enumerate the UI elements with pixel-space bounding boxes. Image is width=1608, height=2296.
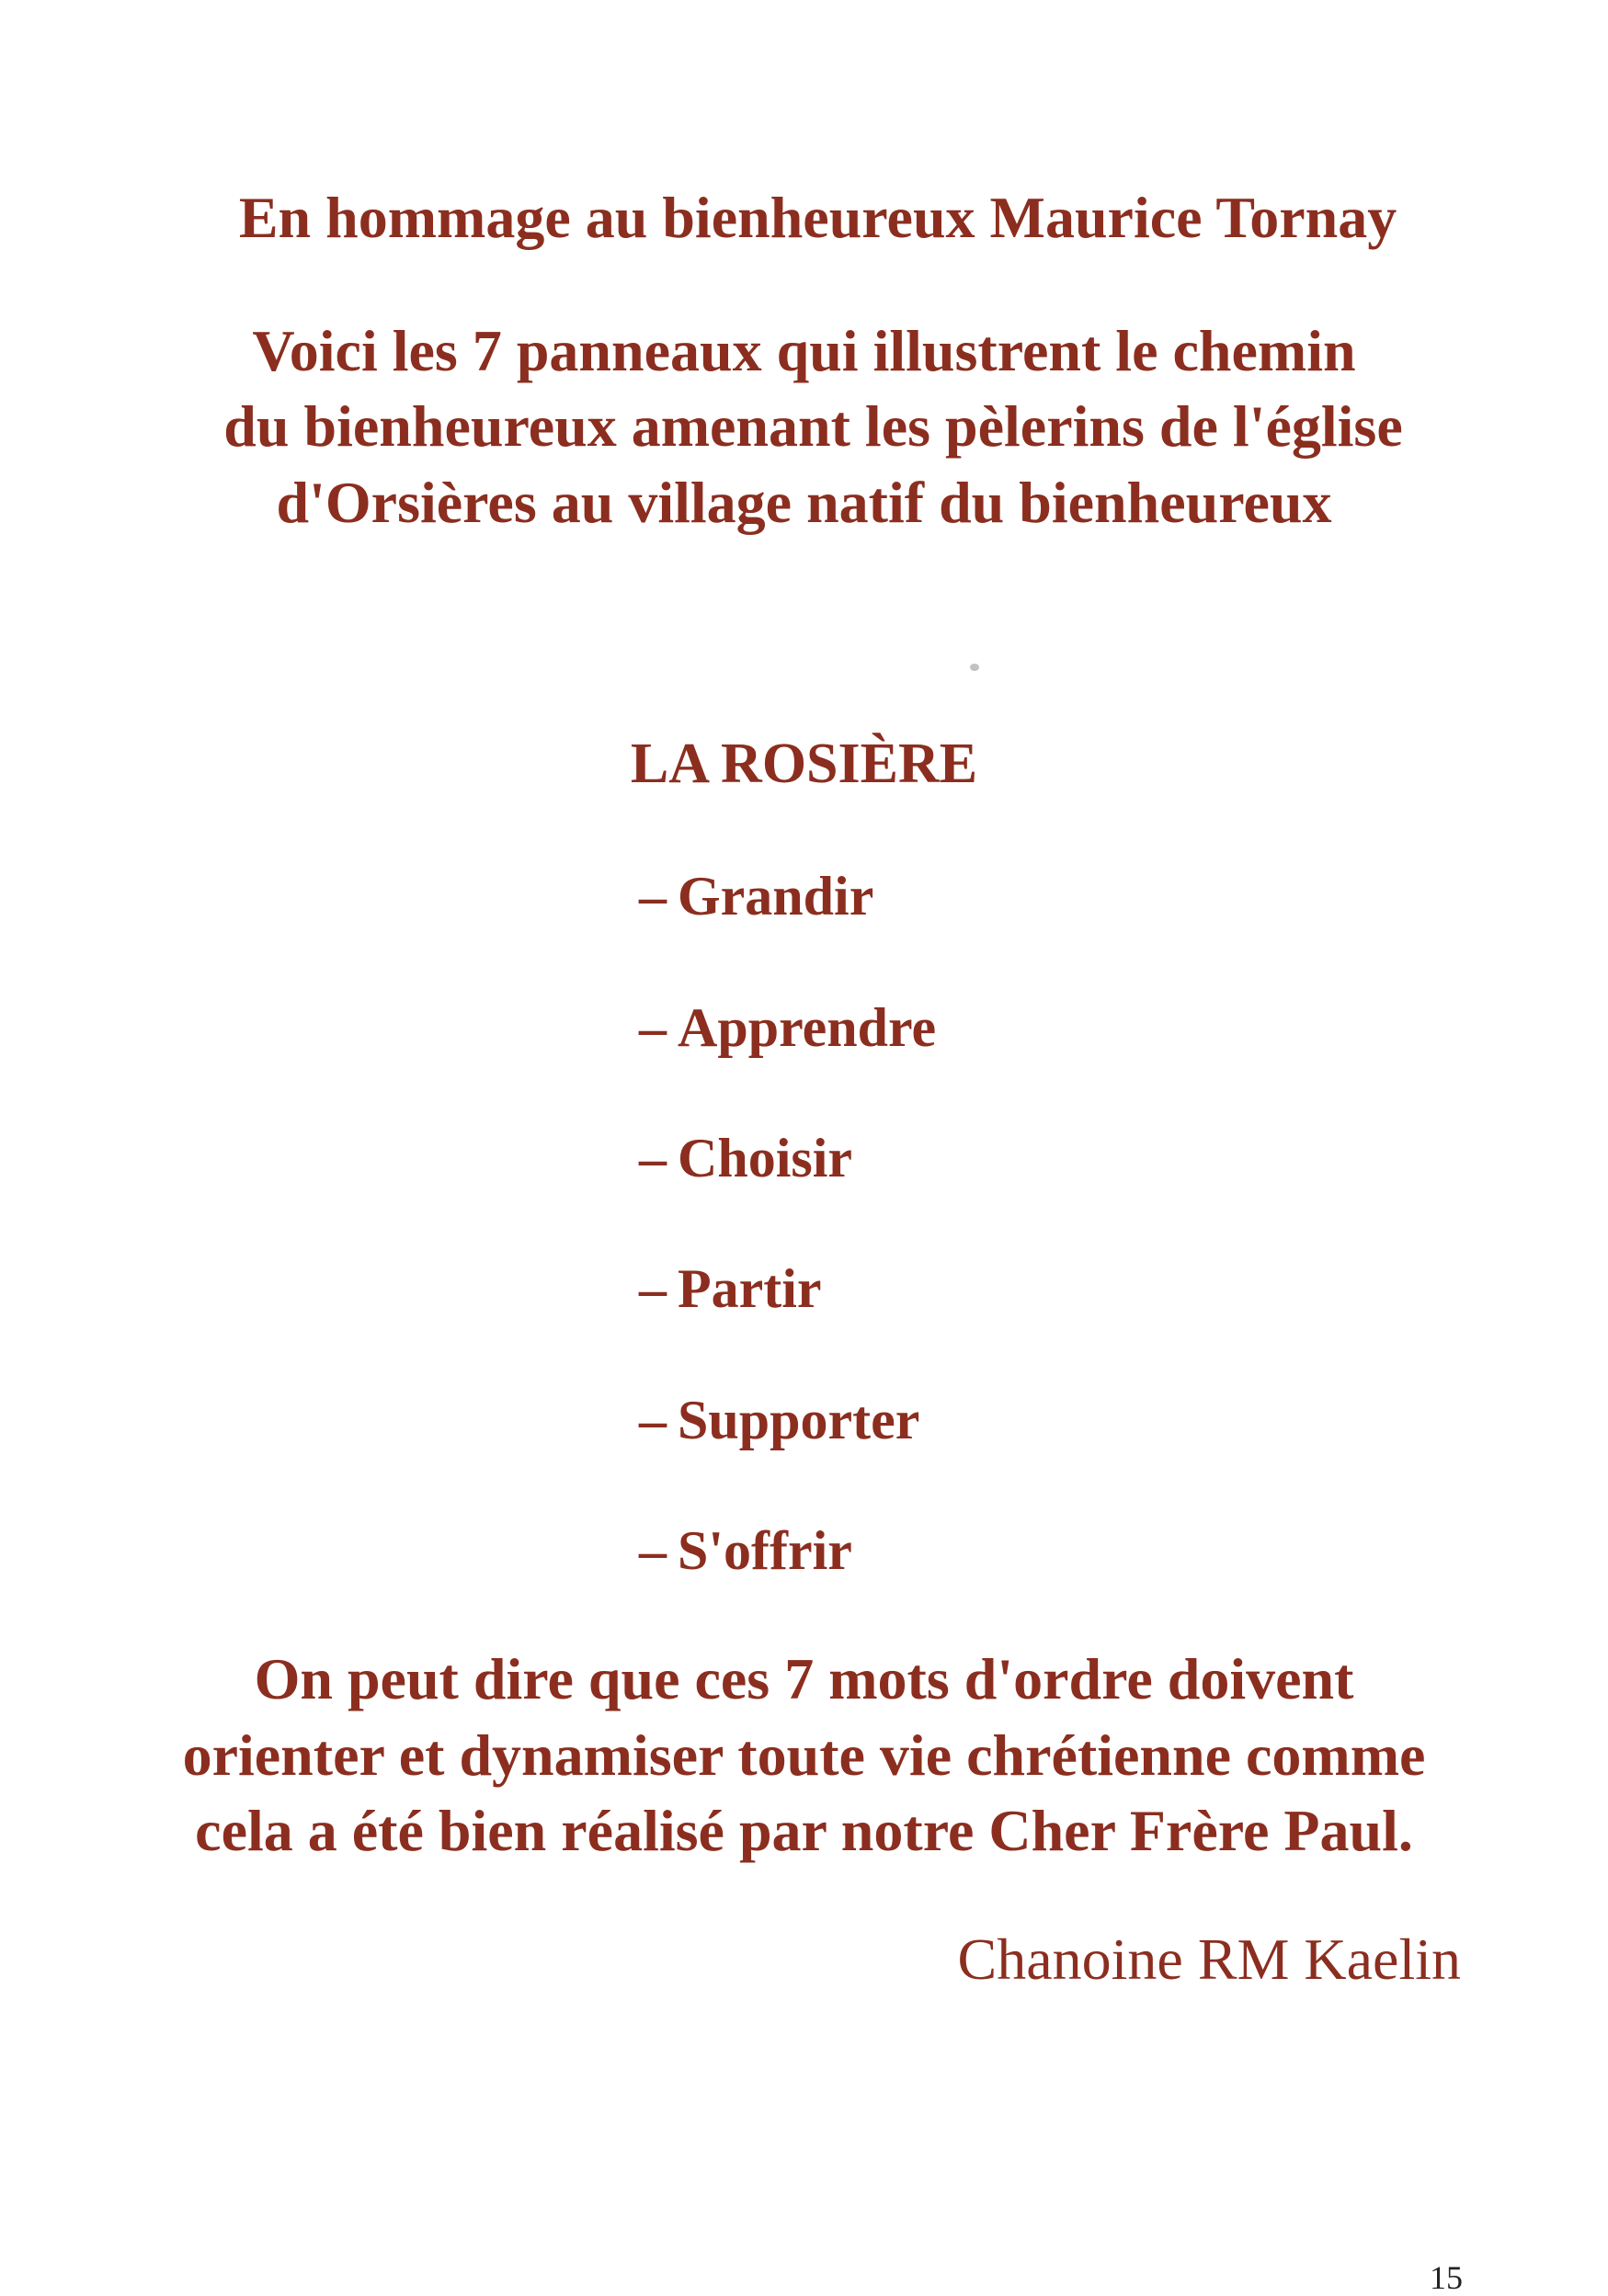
step-label: Apprendre: [678, 997, 937, 1058]
page-heading: En hommage au bienheureux Maurice Tornay: [238, 185, 1397, 250]
page-number: 15: [1430, 2259, 1463, 2296]
step-item: [639, 1392, 919, 1448]
closing-line-3: cela a été bien réalisé par notre Cher Frère Paul.: [195, 1798, 1413, 1863]
step-label: Grandir: [678, 866, 874, 926]
scan-speck: [970, 664, 979, 671]
step-label: Partir: [678, 1258, 822, 1319]
signature: Chanoine RM Kaelin: [957, 1927, 1461, 1992]
closing-line-2: orienter et dynamiser toute vie chrétienne comme: [182, 1722, 1426, 1788]
step-item: [639, 997, 937, 1058]
place-title: LA ROSIÈRE: [630, 733, 978, 795]
step-item: [639, 1128, 853, 1188]
step-dash: –: [639, 1258, 667, 1319]
intro-line-2: du bienheureux amenant les pèlerins de l'église: [223, 393, 1403, 459]
step-dash: –: [639, 1128, 667, 1188]
step-item: [639, 1520, 852, 1581]
step-dash: –: [639, 1390, 667, 1450]
step-label: Choisir: [678, 1128, 853, 1188]
step-label: Supporter: [678, 1390, 920, 1450]
closing-line-1: On peut dire que ces 7 mots d'ordre doivent: [254, 1646, 1354, 1711]
intro-line-3: d'Orsières au village natif du bienheureux: [276, 470, 1332, 535]
intro-line-1: Voici les 7 panneaux qui illustrent le chemin: [252, 318, 1356, 383]
step-item: [639, 1258, 822, 1319]
step-label: S'offrir: [678, 1520, 852, 1581]
step-dash: –: [639, 866, 667, 926]
step-dash: –: [639, 1520, 667, 1581]
step-dash: –: [639, 997, 667, 1058]
step-item: [639, 866, 874, 926]
